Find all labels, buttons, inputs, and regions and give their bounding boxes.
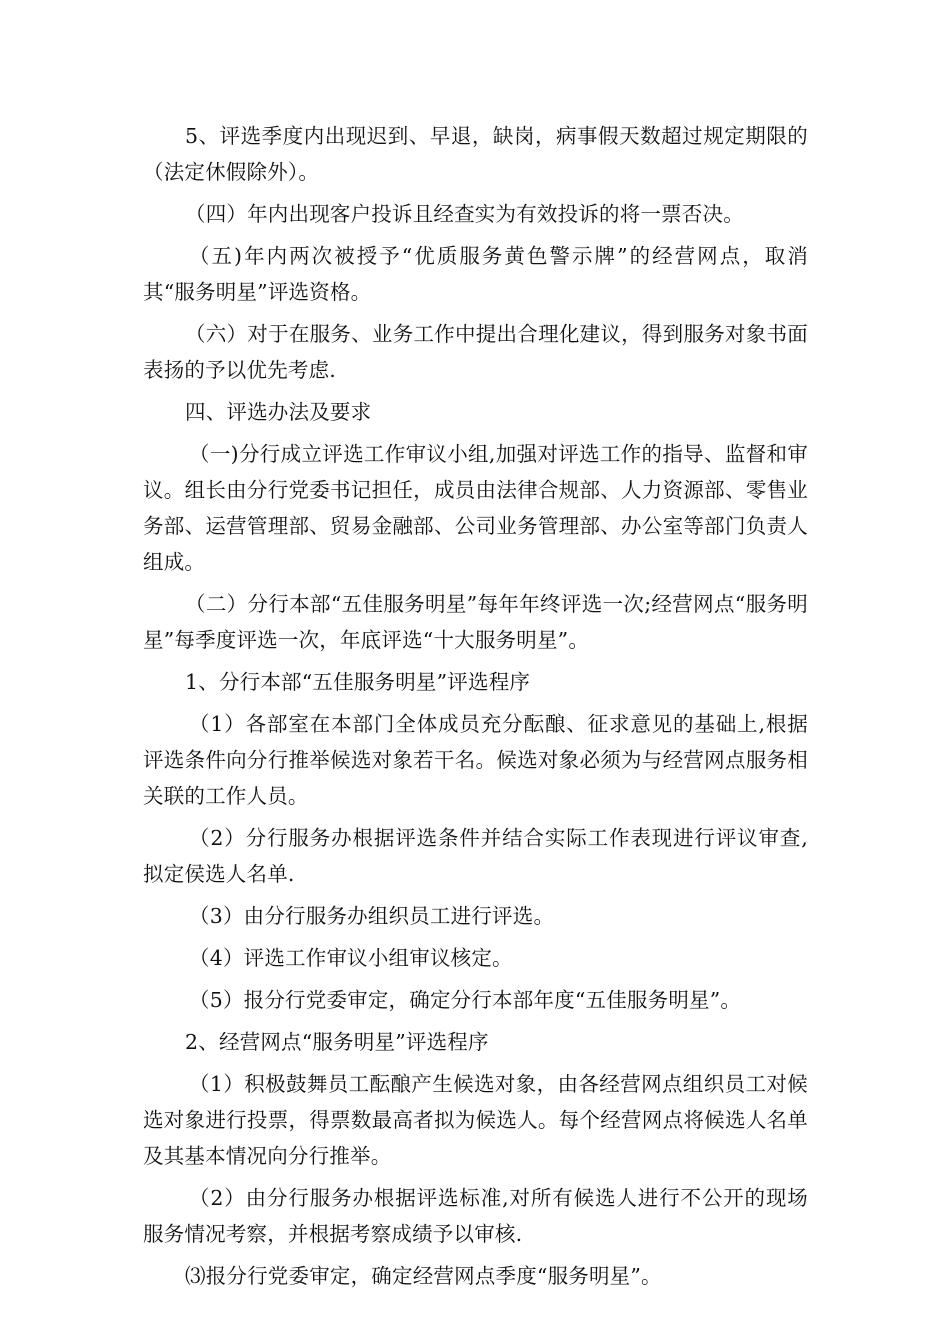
paragraph-2: （四）年内出现客户投诉且经查实为有效投诉的将一票否决。: [185, 202, 744, 226]
paragraph-15: （1）积极鼓舞员工酝酿产生候选对象，由各经营网点组织员工对候选对象进行投票，得票数最高者拟为候选人。每个经营网点将候选人名单及其基本情况向分行推举。: [143, 1072, 808, 1168]
paragraph-11: （3）由分行服务办组织员工进行评选。: [189, 904, 555, 928]
paragraph-17: ⑶报分行党委审定，确定经营网点季度“服务明星”。: [185, 1264, 662, 1288]
subheading-1: 1、分行本部“五佳服务明星”评选程序: [185, 670, 531, 694]
paragraph-10: （2）分行服务办根据评选条件并结合实际工作表现进行评议审查,拟定侯选人名单.: [143, 826, 808, 886]
paragraph-4: （六）对于在服务、业务工作中提出合理化建议，得到服务对象书面表扬的予以优先考虑.: [143, 322, 808, 382]
section-heading-4: 四、评选办法及要求: [185, 400, 372, 424]
paragraph-9: （1）各部室在本部门全体成员充分酝酿、征求意见的基础上,根据评选条件向分行推举候选对象若干名。候选对象必须为与经营网点服务相关联的工作人员。: [143, 712, 808, 808]
paragraph-3: （五)年内两次被授予“优质服务黄色警示牌”的经营网点，取消其“服务明星”评选资格。: [143, 244, 808, 304]
paragraph-7: （二）分行本部“五佳服务明星”每年年终评选一次;经营网点“服务明星”每季度评选一次，年底评选“十大服务明星”。: [143, 592, 808, 652]
paragraph-12: （4）评选工作审议小组审议核定。: [189, 946, 513, 970]
paragraph-1: 5、评选季度内出现迟到、早退，缺岗，病事假天数超过规定期限的（法定休假除外）。: [143, 124, 808, 184]
paragraph-16: （2）由分行服务办根据评选标准,对所有候选人进行不公开的现场服务情况考察，并根据考察成绩予以审核.: [143, 1186, 808, 1246]
document-body: [143, 118, 808, 1294]
subheading-2: 2、经营网点“服务明星”评选程序: [185, 1030, 489, 1054]
paragraph-13: （5）报分行党委审定，确定分行本部年度“五佳服务明星”。: [189, 988, 742, 1012]
paragraph-6: （一)分行成立评选工作审议小组,加强对评选工作的指导、监督和审议。组长由分行党委书记担任，成员由法律合规部、人力资源部、零售业务部、运营管理部、贸易金融部、公司业务管理部、办公室等部门负责人组成。: [143, 442, 808, 574]
